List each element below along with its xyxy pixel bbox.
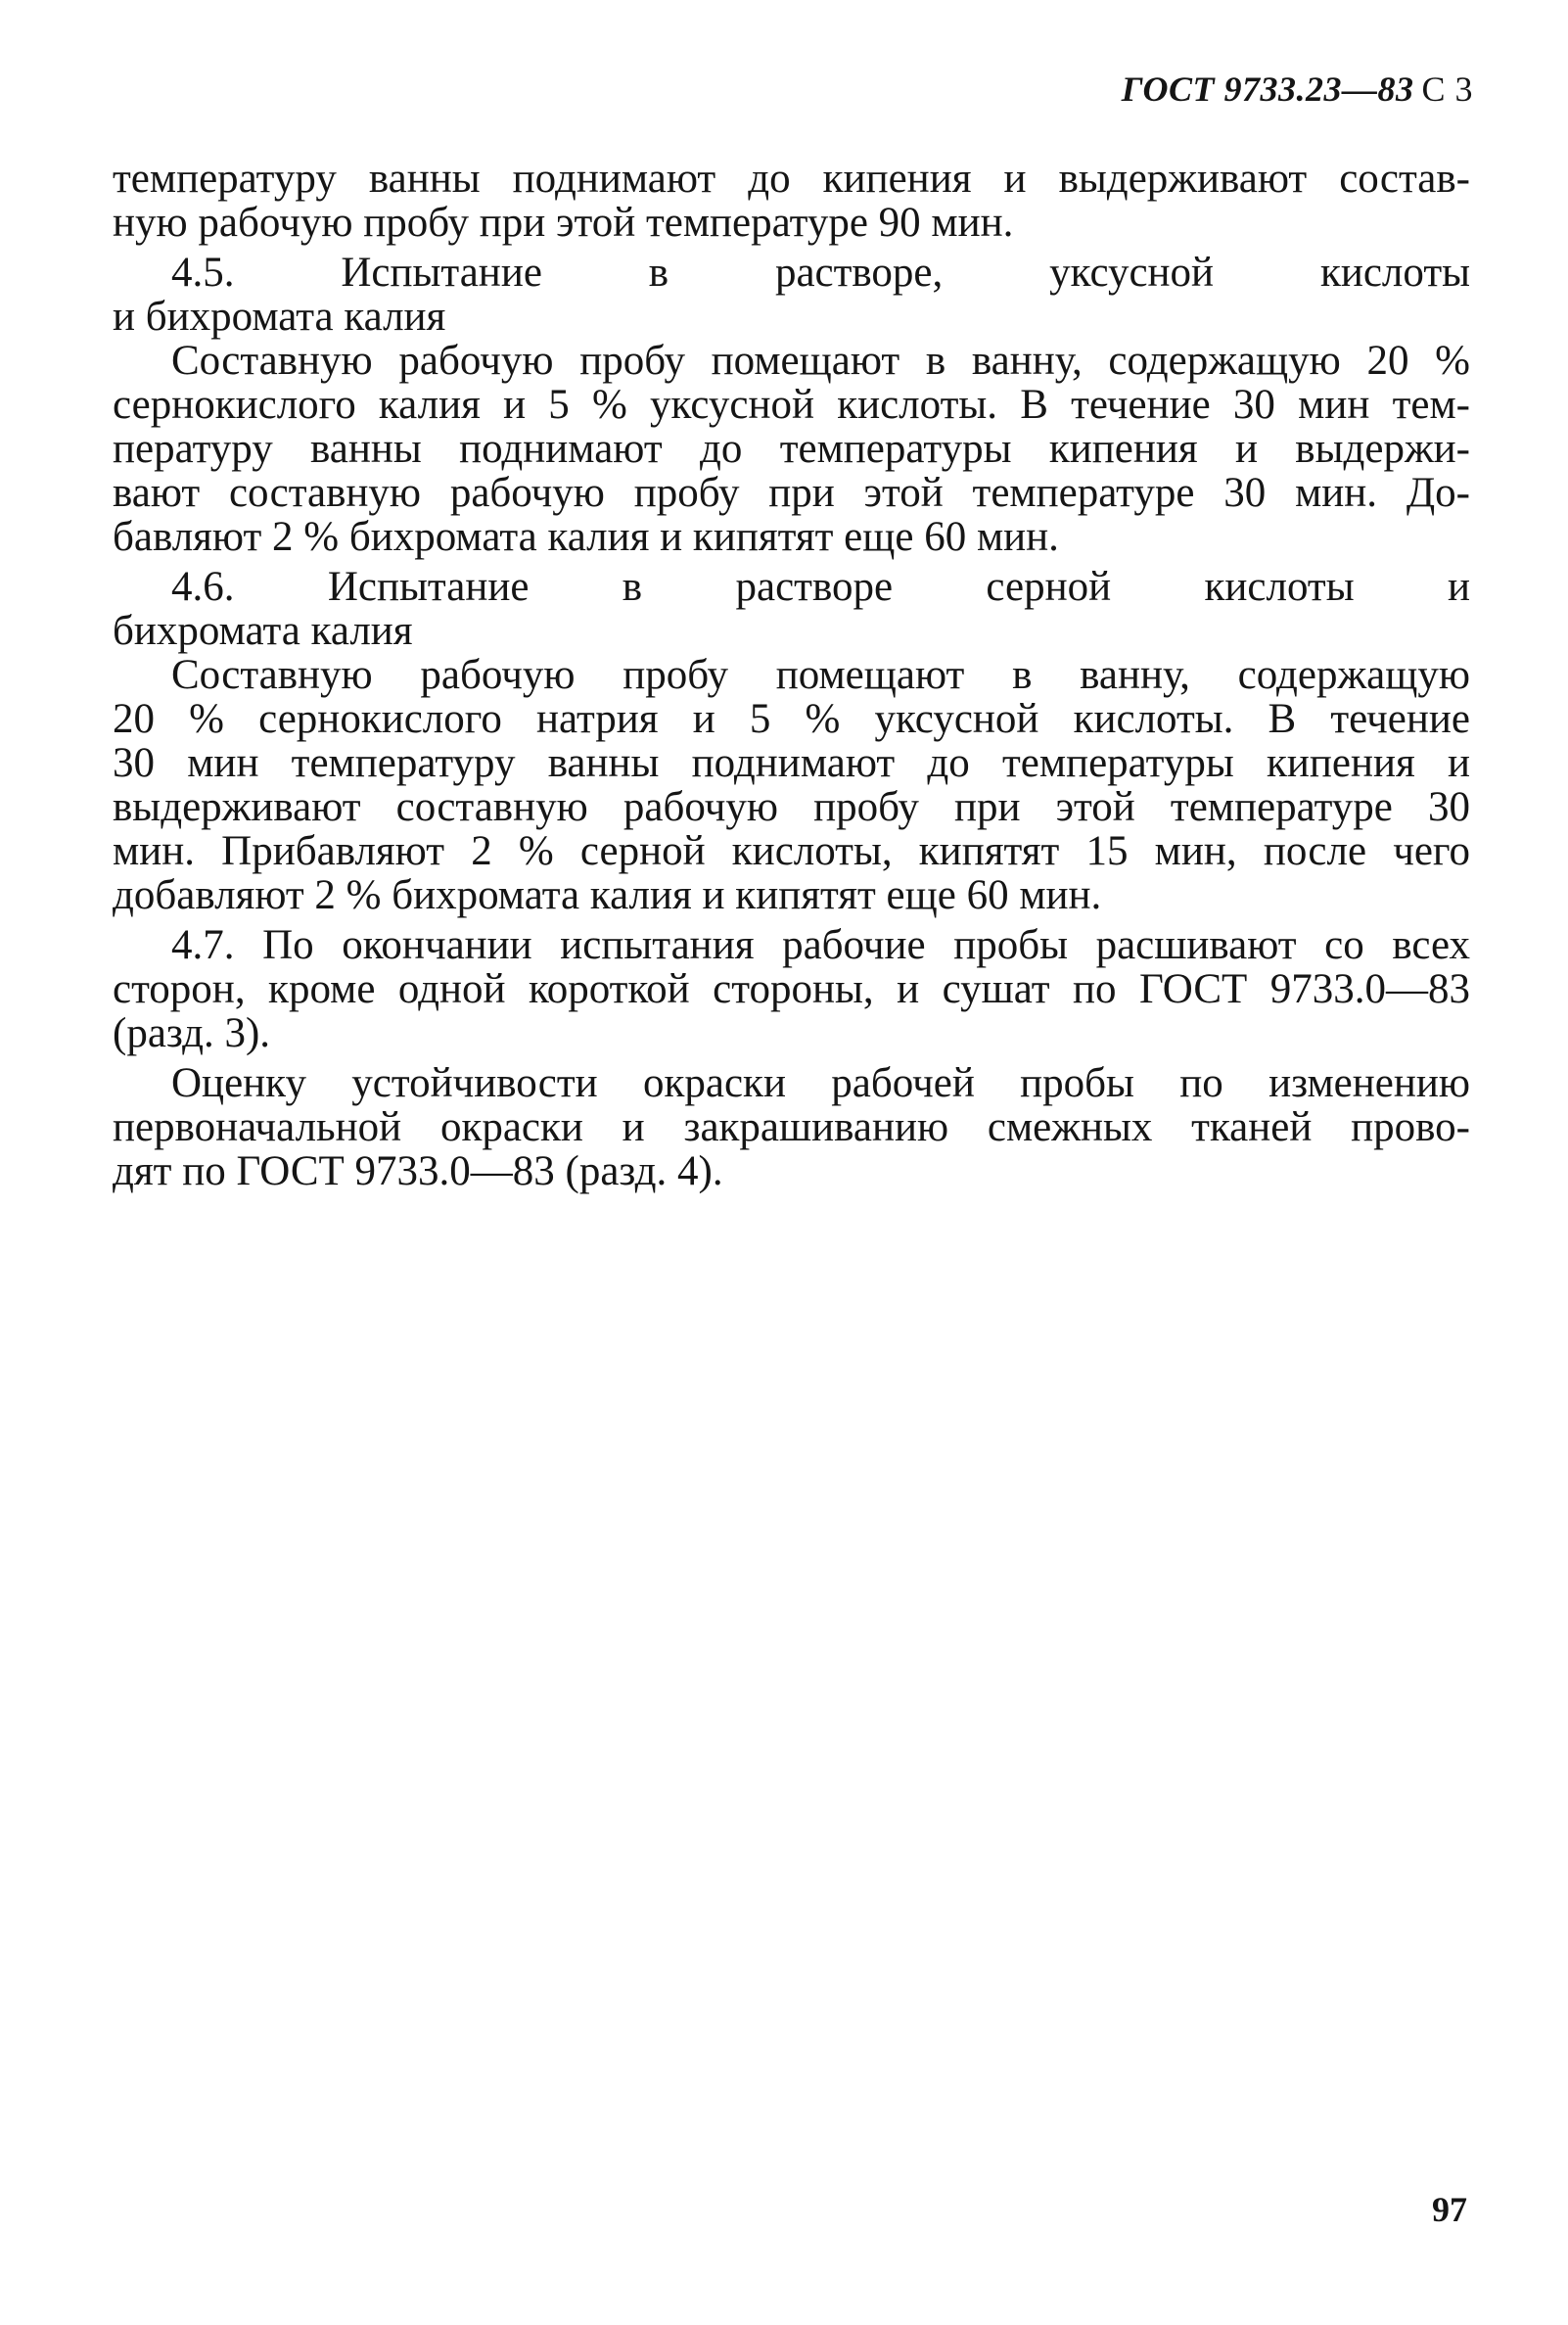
text-line: вают составную рабочую пробу при этой температуре 30 мин. До- <box>113 470 1470 516</box>
text-line: дят по ГОСТ 9733.0—83 (разд. 4). <box>113 1148 723 1194</box>
text-line: 20 % сернокислого натрия и 5 % уксусной кислоты. В течение <box>113 696 1470 742</box>
text-line: мин. Прибавляют 2 % серной кислоты, кипятят 15 мин, после чего <box>113 828 1470 874</box>
section-4-7: 4.7. По окончании испытания рабочие пробы расшивают со всех <box>171 922 1470 968</box>
section-heading-4-5-cont: и бихромата калия <box>113 294 446 340</box>
section-heading-4-5: 4.5. Испытание в растворе, уксусной кислоты <box>171 250 1470 296</box>
body-text <box>113 157 1470 1193</box>
sheet-number: С 3 <box>1421 70 1473 109</box>
page-header <box>1122 69 1473 110</box>
section-heading-4-6-cont: бихромата калия <box>113 608 413 654</box>
text-line: 30 мин температуру ванны поднимают до температуры кипения и <box>113 740 1470 786</box>
text-line: Составную рабочую пробу помещают в ванну, содержащую <box>171 652 1470 698</box>
text-line: первоначальной окраски и закрашиванию смежных тканей прово- <box>113 1104 1470 1150</box>
text-line: температуру ванны поднимают до кипения и выдерживают состав- <box>113 156 1470 202</box>
text-line: (разд. 3). <box>113 1010 271 1056</box>
section-heading-4-6: 4.6. Испытание в растворе серной кислоты и <box>171 564 1470 610</box>
text-line: сторон, кроме одной короткой стороны, и сушат по ГОСТ 9733.0—83 <box>113 966 1470 1012</box>
text-line: ную рабочую пробу при этой температуре 90 мин. <box>113 200 1014 246</box>
doc-code: ГОСТ 9733.23—83 <box>1121 70 1414 109</box>
text-line: бавляют 2 % бихромата калия и кипятят еще 60 мин. <box>113 514 1059 560</box>
text-line: Составную рабочую пробу помещают в ванну, содержащую 20 % <box>171 338 1470 384</box>
text-line: Оценку устойчивости окраски рабочей пробы по изменению <box>171 1060 1470 1106</box>
page-number: 97 <box>1432 2190 1467 2229</box>
text-line: пературу ванны поднимают до температуры кипения и выдержи- <box>113 426 1470 472</box>
text-line: выдерживают составную рабочую пробу при этой температуре 30 <box>113 784 1470 830</box>
text-line: сернокислого калия и 5 % уксусной кислоты. В течение 30 мин тем- <box>113 382 1470 428</box>
text-line: добавляют 2 % бихромата калия и кипятят еще 60 мин. <box>113 872 1102 918</box>
